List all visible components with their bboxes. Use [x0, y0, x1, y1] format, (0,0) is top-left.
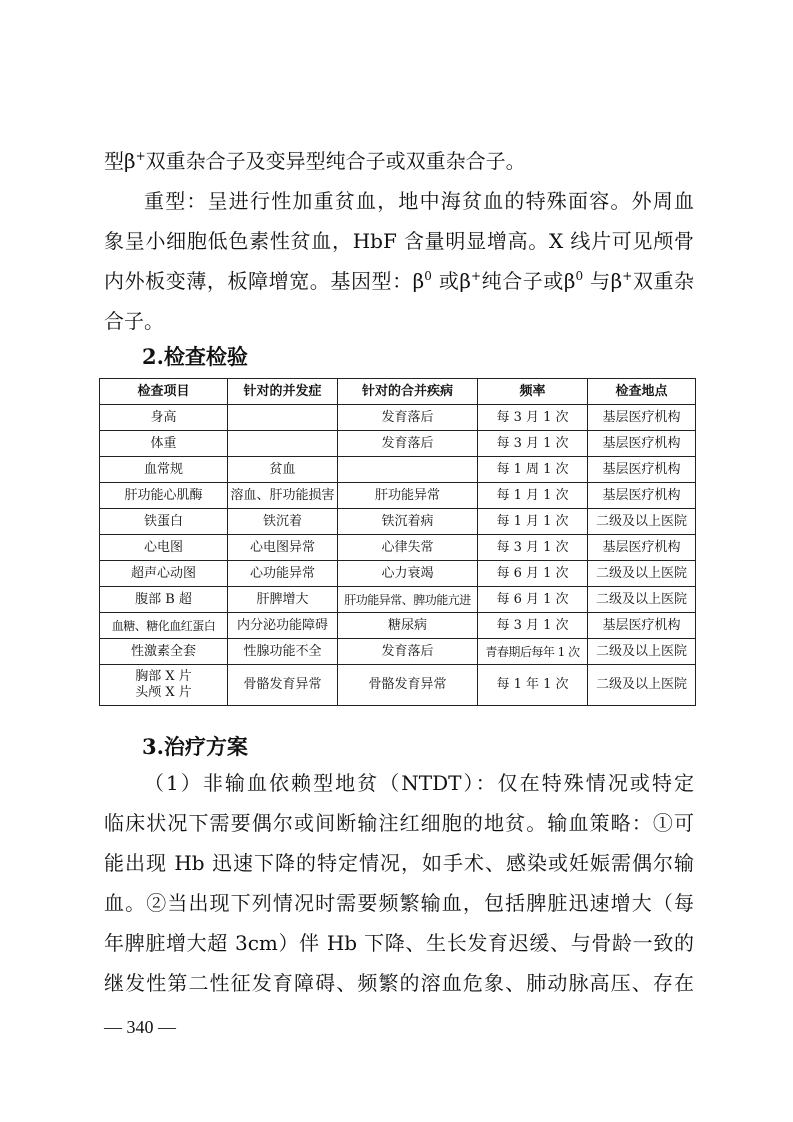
cell-exam-item: 肝功能心肌酶 — [100, 483, 228, 509]
header-location: 检查地点 — [588, 379, 696, 405]
cell-comorbidity: 发育落后 — [338, 405, 478, 431]
section-heading-examination: 2.检查检验 — [142, 344, 248, 369]
cell-location: 基层医疗机构 — [588, 431, 696, 457]
cell-location: 基层医疗机构 — [588, 483, 696, 509]
cell-location: 基层医疗机构 — [588, 405, 696, 431]
cell-comorbidity: 心力衰竭 — [338, 561, 478, 587]
cell-frequency: 每 1 周 1 次 — [478, 457, 588, 483]
cell-exam-item: 血糖、糖化血红蛋白 — [100, 613, 228, 639]
text: 血。②当出现下列情况时需要频繁输血，包括脾脏迅速增大（每 — [104, 891, 694, 915]
cell-location: 二级及以上医院 — [588, 509, 696, 535]
cell-complication: 内分泌功能障碍 — [228, 613, 338, 639]
cell-location: 二级及以上医院 — [588, 587, 696, 613]
superscript: + — [135, 149, 146, 163]
cell-line: 胸部 X 片 — [135, 669, 192, 684]
cell-comorbidity: 铁沉着病 — [338, 509, 478, 535]
cell-frequency: 每 3 月 1 次 — [478, 613, 588, 639]
cell-comorbidity: 糖尿病 — [338, 613, 478, 639]
cell-exam-item — [100, 665, 228, 706]
cell-location: 基层医疗机构 — [588, 613, 696, 639]
cell-exam-item: 超声心动图 — [100, 561, 228, 587]
cell-complication — [228, 405, 338, 431]
superscript: 0 — [424, 269, 432, 283]
cell-frequency: 每 6 月 1 次 — [478, 561, 588, 587]
cell-frequency: 每 3 月 1 次 — [478, 405, 588, 431]
cell-frequency: 每 3 月 1 次 — [478, 431, 588, 457]
text: 与β — [583, 269, 623, 293]
cell-complication: 贫血 — [228, 457, 338, 483]
cell-complication: 骨骼发育异常 — [228, 665, 338, 706]
paragraph-genotype-continued — [104, 141, 694, 181]
cell-frequency: 每 3 月 1 次 — [478, 535, 588, 561]
header-exam-item: 检查项目 — [100, 379, 228, 405]
table-row — [100, 509, 696, 535]
cell-complication: 溶血、肝功能损害 — [228, 483, 338, 509]
cell-line: 头颅 X 片 — [135, 685, 192, 700]
cell-complication: 心功能异常 — [228, 561, 338, 587]
table-header-row — [100, 379, 696, 405]
paragraph-ntdt-line1 — [104, 763, 694, 803]
header-frequency: 频率 — [478, 379, 588, 405]
cell-exam-item: 血常规 — [100, 457, 228, 483]
text: 年脾脏增大超 3cm）伴 Hb 下降、生长发育迟缓、与骨龄一致的 — [104, 931, 694, 955]
cell-frequency: 每 1 年 1 次 — [478, 665, 588, 706]
text: 纯合子或β — [481, 269, 576, 293]
cell-complication: 心电图异常 — [228, 535, 338, 561]
text: 继发性第二性征发育障碍、频繁的溶血危象、肺动脉高压、存在 — [104, 971, 694, 995]
cell-frequency: 每 6 月 1 次 — [478, 587, 588, 613]
table-row — [100, 587, 696, 613]
examination-table — [99, 378, 696, 706]
cell-exam-item: 心电图 — [100, 535, 228, 561]
superscript: 0 — [575, 269, 584, 283]
text: 双重杂合子及变异型纯合子或双重杂合子。 — [145, 149, 526, 173]
cell-complication: 肝脾增大 — [228, 587, 338, 613]
text: 临床状况下需要偶尔或间断输注红细胞的地贫。输血策略：①可 — [104, 811, 694, 835]
cell-location: 基层医疗机构 — [588, 457, 696, 483]
text: 象呈小细胞低色素性贫血，HbF 含量明显增高。X 线片可见颅骨 — [104, 229, 694, 253]
text: 或β — [431, 269, 471, 293]
paragraph-ntdt-line5 — [104, 923, 694, 963]
superscript: + — [622, 269, 633, 283]
cell-comorbidity: 发育落后 — [338, 431, 478, 457]
cell-exam-item: 腹部 B 超 — [100, 587, 228, 613]
cell-complication — [228, 431, 338, 457]
cell-location: 二级及以上医院 — [588, 665, 696, 706]
cell-comorbidity: 骨骼发育异常 — [338, 665, 478, 706]
text: 能出现 Hb 迅速下降的特定情况，如手术、感染或妊娠需偶尔输 — [104, 851, 694, 875]
paragraph-severe-type-line3 — [104, 261, 694, 301]
cell-comorbidity: 肝功能异常 — [338, 483, 478, 509]
text: 内外板变薄，板障增宽。基因型：β — [104, 269, 425, 293]
paragraph-severe-type-line1 — [104, 181, 694, 221]
paragraph-severe-type-line2 — [104, 221, 694, 261]
text: 合子。 — [104, 309, 164, 333]
paragraph-ntdt-line6 — [104, 963, 694, 1003]
cell-complication: 铁沉着 — [228, 509, 338, 535]
text: 型β — [104, 149, 136, 173]
superscript: + — [470, 269, 482, 283]
page-number: — 340 — — [104, 1017, 176, 1037]
cell-comorbidity — [338, 457, 478, 483]
cell-exam-item: 身高 — [100, 405, 228, 431]
text: 重型：呈进行性加重贫血，地中海贫血的特殊面容。外周血 — [144, 189, 694, 213]
text: （1）非输血依赖型地贫（NTDT）：仅在特殊情况或特定 — [144, 771, 694, 795]
paragraph-ntdt-line3 — [104, 843, 694, 883]
cell-exam-item: 铁蛋白 — [100, 509, 228, 535]
cell-comorbidity: 肝功能异常、脾功能亢进 — [338, 587, 478, 613]
table-row — [100, 639, 696, 665]
cell-comorbidity: 心律失常 — [338, 535, 478, 561]
table-row — [100, 405, 696, 431]
section-heading-treatment: 3.治疗方案 — [142, 734, 248, 759]
cell-frequency: 每 1 月 1 次 — [478, 483, 588, 509]
header-comorbidity: 针对的合并疾病 — [338, 379, 478, 405]
table-row — [100, 613, 696, 639]
table-row — [100, 561, 696, 587]
cell-location: 二级及以上医院 — [588, 561, 696, 587]
cell-frequency: 青春期后每年 1 次 — [478, 639, 588, 665]
table-row — [100, 457, 696, 483]
paragraph-severe-type-line4 — [104, 301, 694, 341]
paragraph-ntdt-line4 — [104, 883, 694, 923]
text: 双重杂 — [632, 269, 695, 293]
cell-location: 基层医疗机构 — [588, 535, 696, 561]
cell-complication: 性腺功能不全 — [228, 639, 338, 665]
table-row — [100, 483, 696, 509]
header-complication: 针对的并发症 — [228, 379, 338, 405]
cell-exam-item: 体重 — [100, 431, 228, 457]
table-row — [100, 535, 696, 561]
table-row — [100, 665, 696, 706]
cell-exam-item: 性激素全套 — [100, 639, 228, 665]
paragraph-ntdt-line2 — [104, 803, 694, 843]
cell-comorbidity: 发育落后 — [338, 639, 478, 665]
cell-location: 二级及以上医院 — [588, 639, 696, 665]
cell-frequency: 每 1 月 1 次 — [478, 509, 588, 535]
table-row — [100, 431, 696, 457]
